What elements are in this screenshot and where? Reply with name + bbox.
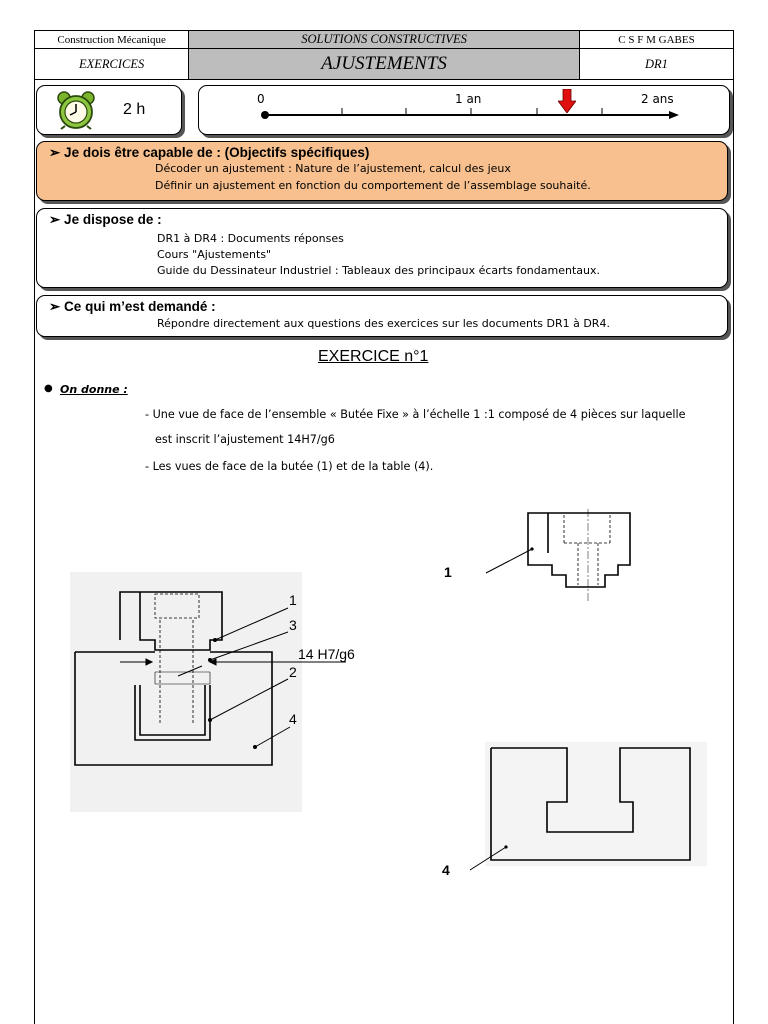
bullet-icon: ●: [44, 383, 53, 394]
assembly-label-4: 4: [289, 711, 297, 727]
asked-line-1: Répondre directement aux questions des exercices sur les documents DR1 à DR4.: [157, 317, 610, 330]
red-arrow-down-icon: [558, 89, 576, 113]
resources-line-1: DR1 à DR4 : Documents réponses: [157, 232, 344, 245]
header-school: C S F M GABES: [579, 31, 733, 49]
resources-box: [36, 208, 728, 288]
assembly-label-1: 1: [289, 592, 297, 608]
header-table: [34, 30, 734, 80]
timer-box: [36, 85, 182, 135]
fit-label: 14 H7/g6: [298, 646, 355, 662]
header-subject: Construction Mécanique: [35, 31, 189, 49]
asked-box: [36, 295, 728, 337]
objectives-line-1: Décoder un ajustement : Nature de l’ajustement, calcul des jeux: [155, 162, 511, 175]
timeline-tick-0: 0: [257, 92, 265, 106]
header-title: AJUSTEMENTS: [189, 49, 580, 80]
part1-label: 1: [444, 564, 452, 580]
timeline-tick-1: 1 an: [455, 92, 482, 106]
assembly-label-3: 3: [289, 617, 297, 633]
exercise-title: EXERCICE n°1: [318, 348, 429, 365]
objectives-title: ➢ Je dois être capable de : (Objectifs spécifiques): [49, 145, 370, 160]
asked-title: ➢ Ce qui m’est demandé :: [49, 299, 216, 314]
header-section: EXERCICES: [35, 49, 189, 80]
resources-title: ➢ Je dispose de :: [49, 212, 162, 227]
timer-label: 2 h: [123, 101, 146, 118]
part4-label: 4: [442, 862, 450, 878]
assembly-drawing: [60, 580, 370, 780]
header-topic: SOLUTIONS CONSTRUCTIVES: [189, 31, 580, 49]
given-item-2: - Les vues de face de la butée (1) et de la table (4).: [145, 460, 434, 473]
resources-line-3: Guide du Dessinateur Industriel : Tableaux des principaux écarts fondamentaux.: [157, 264, 600, 277]
timeline-axis: [199, 86, 729, 134]
alarm-clock-icon: [55, 90, 97, 130]
objectives-line-2: Définir un ajustement en fonction du comportement de l’assemblage souhaité.: [155, 179, 591, 192]
resources-line-2: Cours "Ajustements": [157, 248, 272, 261]
objectives-box: [36, 141, 728, 201]
given-item-1: - Une vue de face de l’ensemble « Butée Fixe » à l’échelle 1 :1 composé de 4 pièces sur laquelle: [145, 408, 686, 421]
timeline-box: [198, 85, 730, 135]
timeline-tick-2: 2 ans: [641, 92, 674, 106]
header-doc-id: DR1: [579, 49, 733, 80]
part1-drawing: [460, 505, 650, 605]
assembly-label-2: 2: [289, 664, 297, 680]
given-item-1-cont: est inscrit l’ajustement 14H7/g6: [155, 433, 335, 446]
given-label: On donne :: [60, 383, 128, 396]
part4-drawing: [440, 740, 710, 880]
